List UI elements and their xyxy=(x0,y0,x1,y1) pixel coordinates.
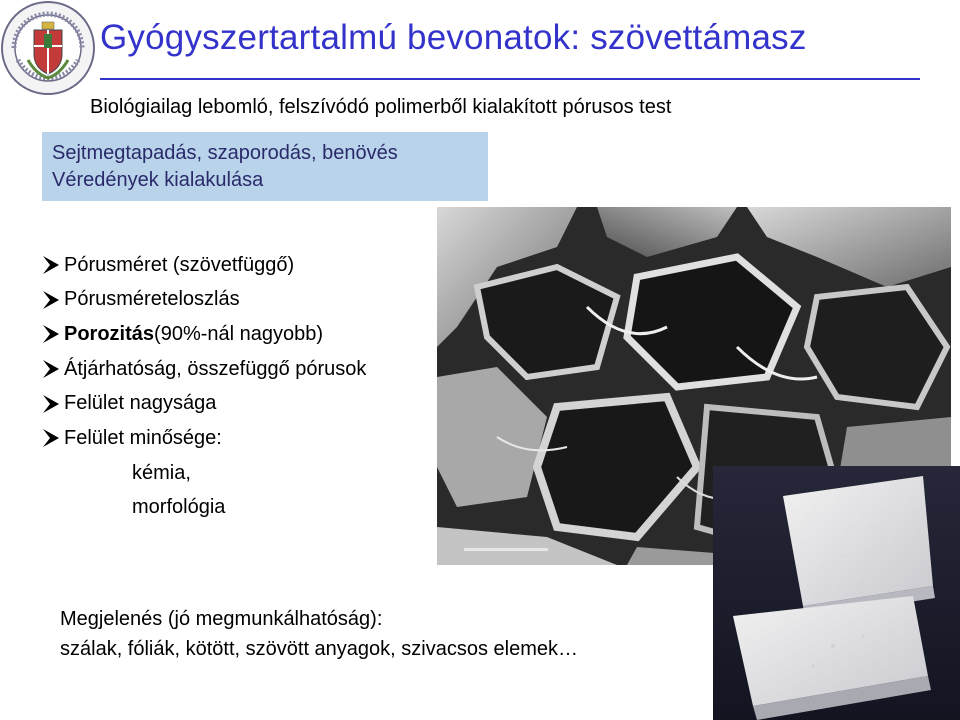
bullet-text: Pórusméret (szövetfüggő) xyxy=(64,253,295,276)
highlight-box xyxy=(42,132,488,201)
bullet-text: Felület minősége: xyxy=(64,426,222,449)
scale-bar xyxy=(464,548,548,551)
arrow-right-icon xyxy=(40,254,62,276)
sub-item: kémia, xyxy=(132,461,191,484)
bullet-item xyxy=(40,283,366,318)
bullet-text: Átjárhatóság, összefüggő pórusok xyxy=(64,357,367,380)
arrow-right-icon xyxy=(40,427,62,449)
arrow-right-icon xyxy=(40,289,62,311)
bullet-list xyxy=(40,248,366,524)
bullet-text: Pórusméreteloszlás xyxy=(64,288,240,311)
bullet-item xyxy=(40,248,366,283)
highlight-line: Sejtmegtapadás, szaporodás, benövés xyxy=(52,142,398,164)
arrow-right-icon xyxy=(40,323,62,345)
slide-subtitle: Biológiailag lebomló, felszívódó polimerből kialakított pórusos test xyxy=(90,96,672,118)
bottom-text xyxy=(60,604,578,664)
bullet-text: Felület nagysága xyxy=(64,392,217,415)
highlight-line: Véredények kialakulása xyxy=(52,169,264,191)
bullet-item xyxy=(40,386,366,421)
sub-item: morfológia xyxy=(132,495,226,518)
bottom-line: Megjelenés (jó megmunkálhatóság): xyxy=(60,608,383,630)
university-seal-logo xyxy=(0,0,96,96)
bullet-item xyxy=(40,317,366,352)
bullet-item xyxy=(40,421,366,456)
title-underline xyxy=(100,78,920,80)
bullet-item xyxy=(40,352,366,387)
arrow-right-icon xyxy=(40,393,62,415)
bullet-bold: Porozitás xyxy=(64,322,155,345)
scaffold-photo-image xyxy=(713,466,960,720)
bullet-text: (90%-nál nagyobb) xyxy=(154,322,324,345)
arrow-right-icon xyxy=(40,358,62,380)
bottom-line: szálak, fóliák, kötött, szövött anyagok, szivacsos elemek… xyxy=(60,638,578,660)
slide-title: Gyógyszertartalmú bevonatok: szövettámasz xyxy=(100,18,807,57)
